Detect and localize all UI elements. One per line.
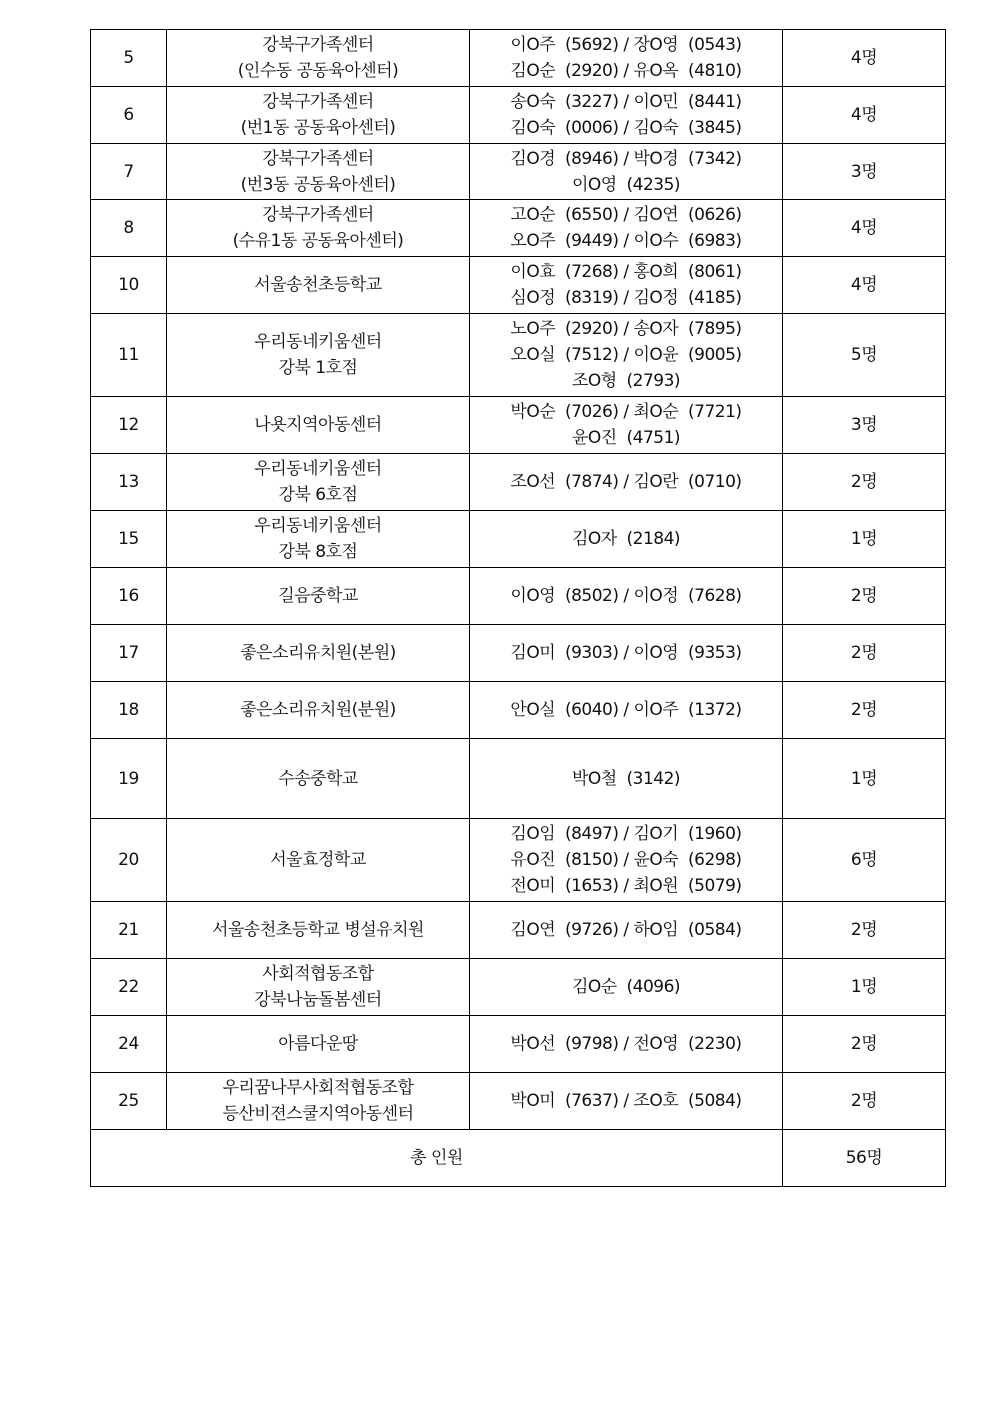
organization-name-line: 등산비젼스쿨지역아동센터 xyxy=(222,1104,414,1124)
total-count: 56명 xyxy=(783,1130,946,1187)
organization-name-line: 강북 6호점 xyxy=(278,485,358,505)
table-row xyxy=(91,454,946,511)
organization-name-line: 강북 1호점 xyxy=(278,358,358,378)
row-number: 19 xyxy=(91,739,167,819)
staff-cell xyxy=(470,30,783,87)
organization-name-line: 서울송천초등학교 xyxy=(254,275,382,295)
organization-name-line: 강북구가족센터 xyxy=(262,92,374,112)
headcount-cell: 3명 xyxy=(783,144,946,200)
staff-entry-line: 고O순 (6550) / 김O연 (0626) xyxy=(510,205,742,225)
staff-entry-line: 이O효 (7268) / 홍O희 (8061) xyxy=(510,262,742,282)
organization-name-line: 좋은소리유치원(분원) xyxy=(240,700,396,720)
staff-cell xyxy=(470,625,783,682)
organization-cell xyxy=(167,682,470,739)
staff-cell xyxy=(470,200,783,257)
roster-body xyxy=(91,30,946,1130)
row-number: 21 xyxy=(91,902,167,959)
table-row xyxy=(91,397,946,454)
total-label: 총 인원 xyxy=(91,1130,783,1187)
staff-cell xyxy=(470,87,783,144)
staff-entry-line: 박O철 (3142) xyxy=(571,768,681,789)
organization-cell xyxy=(167,819,470,902)
staff-cell xyxy=(470,959,783,1016)
table-row xyxy=(91,682,946,739)
organization-name-line: 강북 8호점 xyxy=(278,542,358,562)
staff-entry-line: 박O미 (7637) / 조O호 (5084) xyxy=(510,1091,742,1111)
headcount-cell: 4명 xyxy=(783,200,946,257)
headcount-cell: 1명 xyxy=(783,511,946,568)
staff-entry-line: 조O형 (2793) xyxy=(571,371,681,391)
staff-entry-line: 김O임 (8497) / 김O기 (1960) xyxy=(510,824,742,844)
staff-entry-line: 전O미 (1653) / 최O원 (5079) xyxy=(510,876,742,896)
headcount-cell: 4명 xyxy=(783,87,946,144)
organization-cell xyxy=(167,625,470,682)
headcount-cell: 5명 xyxy=(783,314,946,397)
row-number: 13 xyxy=(91,454,167,511)
row-number: 10 xyxy=(91,257,167,314)
staff-entry-line: 박O선 (9798) / 전O영 (2230) xyxy=(510,1034,742,1054)
row-number: 22 xyxy=(91,959,167,1016)
staff-cell xyxy=(470,144,783,200)
organization-name-line: 나욧지역아동센터 xyxy=(254,415,382,435)
table-row xyxy=(91,625,946,682)
organization-name-line: (번3동 공동육아센터) xyxy=(240,174,396,195)
table-row xyxy=(91,819,946,902)
table-row xyxy=(91,902,946,959)
headcount-cell: 2명 xyxy=(783,682,946,739)
table-row xyxy=(91,511,946,568)
organization-cell xyxy=(167,511,470,568)
organization-name-line: 강북구가족센터 xyxy=(262,205,374,225)
headcount-cell: 1명 xyxy=(783,739,946,819)
table-row xyxy=(91,739,946,819)
organization-cell xyxy=(167,257,470,314)
organization-cell xyxy=(167,144,470,200)
staff-entry-line: 오O주 (9449) / 이O수 (6983) xyxy=(510,231,742,251)
table-row xyxy=(91,87,946,144)
staff-entry-line: 심O정 (8319) / 김O정 (4185) xyxy=(510,288,742,308)
organization-name-line: 강북구가족센터 xyxy=(262,35,374,55)
row-number: 16 xyxy=(91,568,167,625)
staff-entry-line: 이O주 (5692) / 장O영 (0543) xyxy=(510,35,742,55)
organization-name-line: (번1동 공동육아센터) xyxy=(240,118,396,138)
organization-cell xyxy=(167,314,470,397)
staff-cell xyxy=(470,314,783,397)
organization-name-line: 서울효정학교 xyxy=(270,850,366,870)
organization-name-line: 길음중학교 xyxy=(278,586,358,606)
row-number: 25 xyxy=(91,1073,167,1130)
staff-entry-line: 오O실 (7512) / 이O윤 (9005) xyxy=(510,345,742,365)
row-number: 20 xyxy=(91,819,167,902)
headcount-cell: 2명 xyxy=(783,902,946,959)
table-row xyxy=(91,1073,946,1130)
organization-cell xyxy=(167,1016,470,1073)
organization-name-line: 좋은소리유치원(본원) xyxy=(240,643,396,663)
staff-entry-line: 김O자 (2184) xyxy=(571,529,681,549)
staff-cell xyxy=(470,819,783,902)
staff-cell xyxy=(470,682,783,739)
staff-entry-line: 김O미 (9303) / 이O영 (9353) xyxy=(510,643,742,663)
row-number: 6 xyxy=(91,87,167,144)
organization-cell xyxy=(167,30,470,87)
organization-cell xyxy=(167,1073,470,1130)
organization-name-line: 우리동네키움센터 xyxy=(254,516,382,536)
organization-name-line: (수유1동 공동육아센터) xyxy=(232,231,404,251)
staff-cell xyxy=(470,1073,783,1130)
staff-entry-line: 김O경 (8946) / 박O경 (7342) xyxy=(510,148,742,169)
staff-cell xyxy=(470,902,783,959)
organization-cell xyxy=(167,87,470,144)
table-row xyxy=(91,200,946,257)
organization-name-line: 아름다운땅 xyxy=(278,1034,358,1054)
table-row xyxy=(91,568,946,625)
staff-entry-line: 이O영 (4235) xyxy=(571,174,681,195)
table-row xyxy=(91,314,946,397)
staff-cell xyxy=(470,1016,783,1073)
staff-entry-line: 김O연 (9726) / 하O임 (0584) xyxy=(510,920,742,940)
staff-entry-line: 이O영 (8502) / 이O정 (7628) xyxy=(510,586,742,606)
staff-cell xyxy=(470,739,783,819)
staff-roster-table xyxy=(90,29,946,1187)
organization-name-line: 우리동네키움센터 xyxy=(254,332,382,352)
organization-cell xyxy=(167,959,470,1016)
staff-entry-line: 안O실 (6040) / 이O주 (1372) xyxy=(510,700,742,720)
staff-entry-line: 노O주 (2920) / 송O자 (7895) xyxy=(510,319,742,339)
table-row xyxy=(91,1016,946,1073)
row-number: 11 xyxy=(91,314,167,397)
organization-cell xyxy=(167,739,470,819)
staff-entry-line: 송O숙 (3227) / 이O민 (8441) xyxy=(510,92,742,112)
staff-entry-line: 박O순 (7026) / 최O순 (7721) xyxy=(510,402,742,422)
row-number: 12 xyxy=(91,397,167,454)
organization-name-line: 우리동네키움센터 xyxy=(254,459,382,479)
headcount-cell: 2명 xyxy=(783,1073,946,1130)
headcount-cell: 1명 xyxy=(783,959,946,1016)
headcount-cell: 3명 xyxy=(783,397,946,454)
organization-cell xyxy=(167,454,470,511)
headcount-cell: 2명 xyxy=(783,625,946,682)
organization-name-line: 사회적협동조합 xyxy=(262,964,374,984)
organization-cell xyxy=(167,902,470,959)
organization-name-line: 강북나눔돌봄센터 xyxy=(254,990,382,1010)
staff-entry-line: 윤O진 (4751) xyxy=(571,428,681,448)
organization-cell xyxy=(167,568,470,625)
total-row xyxy=(91,1130,946,1187)
organization-name-line: 수송중학교 xyxy=(278,768,358,789)
staff-cell xyxy=(470,257,783,314)
staff-cell xyxy=(470,454,783,511)
staff-entry-line: 조O선 (7874) / 김O란 (0710) xyxy=(510,472,742,492)
row-number: 24 xyxy=(91,1016,167,1073)
headcount-cell: 4명 xyxy=(783,257,946,314)
row-number: 7 xyxy=(91,144,167,200)
organization-cell xyxy=(167,397,470,454)
row-number: 15 xyxy=(91,511,167,568)
organization-name-line: 강북구가족센터 xyxy=(262,148,374,169)
table-row xyxy=(91,959,946,1016)
headcount-cell: 2명 xyxy=(783,568,946,625)
table-row xyxy=(91,144,946,200)
staff-entry-line: 김O숙 (0006) / 김O숙 (3845) xyxy=(510,118,742,138)
staff-entry-line: 김O순 (4096) xyxy=(571,977,681,997)
table-row xyxy=(91,30,946,87)
staff-entry-line: 김O순 (2920) / 유O옥 (4810) xyxy=(510,61,742,81)
headcount-cell: 6명 xyxy=(783,819,946,902)
organization-cell xyxy=(167,200,470,257)
headcount-cell: 2명 xyxy=(783,1016,946,1073)
staff-entry-line: 유O진 (8150) / 윤O숙 (6298) xyxy=(510,850,742,870)
organization-name-line: 우리꿈나무사회적협동조합 xyxy=(222,1078,414,1098)
row-number: 5 xyxy=(91,30,167,87)
row-number: 17 xyxy=(91,625,167,682)
organization-name-line: 서울송천초등학교 병설유치원 xyxy=(212,920,424,940)
headcount-cell: 2명 xyxy=(783,454,946,511)
table-row xyxy=(91,257,946,314)
staff-cell xyxy=(470,511,783,568)
organization-name-line: (인수동 공동육아센터) xyxy=(237,61,399,81)
staff-cell xyxy=(470,568,783,625)
headcount-cell: 4명 xyxy=(783,30,946,87)
row-number: 18 xyxy=(91,682,167,739)
row-number: 8 xyxy=(91,200,167,257)
staff-cell xyxy=(470,397,783,454)
